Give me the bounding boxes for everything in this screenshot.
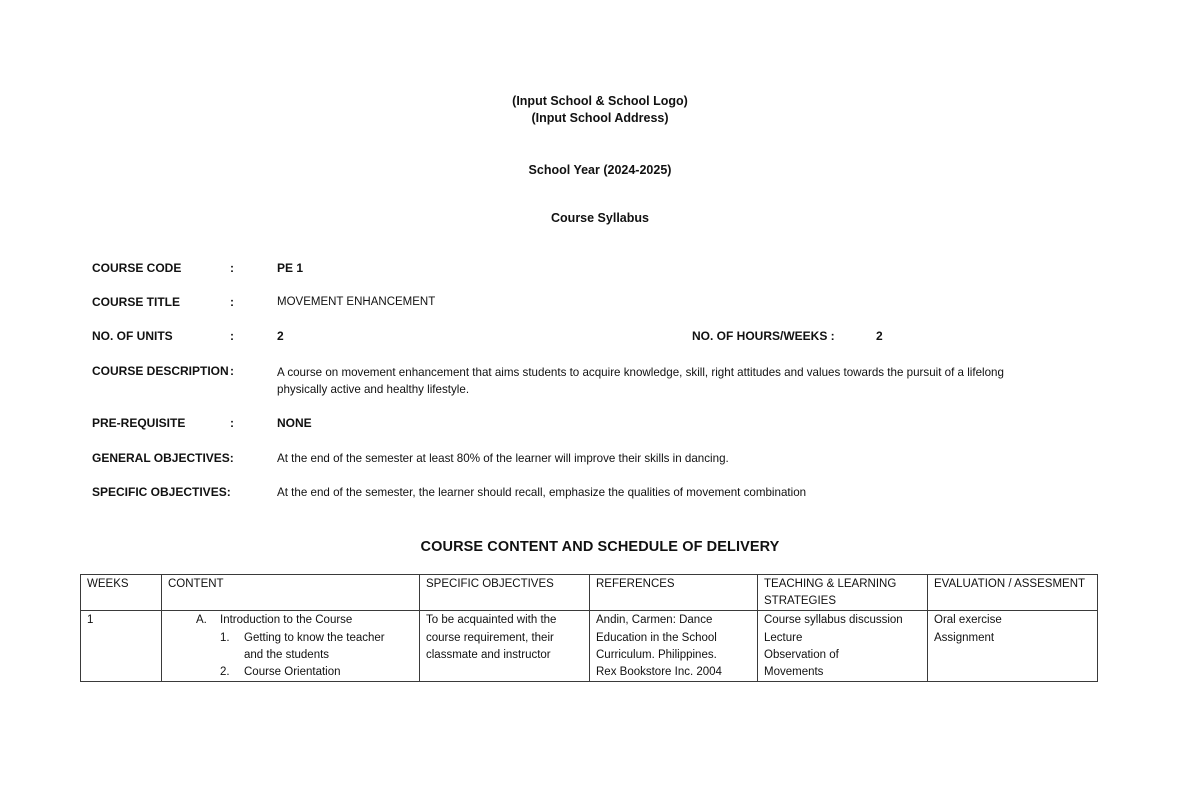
school-name: (Input School & School Logo) [512,94,688,108]
description-sep: : [230,364,234,378]
col-header-references: REFERENCES [590,575,758,611]
schedule-table [80,574,1098,682]
col-header-weeks: WEEKS [81,575,162,611]
evaluation-line: Oral exercise [934,614,1002,627]
strategies-line: Movements [764,666,824,679]
description-label: COURSE DESCRIPTION [92,364,229,378]
week-cell: 1 [81,611,162,682]
table-header-row [81,575,1098,611]
content-main-text: Introduction to the Course [220,614,353,627]
strategies-cell [758,611,928,682]
prerequisite-label: PRE-REQUISITE [92,416,186,430]
units-value: 2 [277,329,284,343]
prerequisite-sep: : [230,416,234,430]
specific-objectives-value: At the end of the semester, the learner should recall, emphasize the qualities of movement combination [277,486,807,499]
evaluation-line: Assignment [934,631,995,644]
course-title-sep: : [230,295,234,309]
hours-label: NO. OF HOURS/WEEKS : [692,329,835,343]
references-line: Rex Bookstore Inc. 2004 [596,666,722,679]
objectives-cell [420,611,590,682]
content-sub-marker: 2. [220,666,230,679]
school-address: (Input School Address) [531,111,669,125]
content-sub-text: Course Orientation [244,666,341,679]
col-header-strategies: TEACHING & LEARNING STRATEGIES [758,575,928,611]
objectives-line: classmate and instructor [426,648,551,661]
course-title-value: MOVEMENT ENHANCEMENT [277,296,436,308]
content-sub-item [168,630,413,664]
course-title-label: COURSE TITLE [92,295,181,309]
course-code-label: COURSE CODE [92,261,182,275]
general-objectives-value: At the end of the semester at least 80% of the learner will improve their skills in dancing. [277,452,729,465]
strategies-line: Observation of [764,648,839,661]
units-sep: : [230,329,234,343]
schedule-title: COURSE CONTENT AND SCHEDULE OF DELIVERY [420,539,780,555]
description-line-1: A course on movement enhancement that aims students to acquire knowledge, skill, right attitudes and values towards the pursuit of a lifelong [277,366,1004,379]
general-objectives-label: GENERAL OBJECTIVES: [92,451,234,465]
references-line: Education in the School [596,631,717,644]
evaluation-cell [928,611,1098,682]
strategies-line: Lecture [764,631,803,644]
content-sub-text-cont: and the students [244,648,330,661]
content-sub-marker: 1. [220,631,230,644]
content-main-marker: A. [196,614,207,627]
units-label: NO. OF UNITS [92,329,173,343]
content-sub-item [168,664,413,681]
references-line: Andin, Carmen: Dance [596,614,713,627]
document-title: Course Syllabus [551,211,649,225]
description-line-2: physically active and healthy lifestyle. [277,383,470,396]
content-sub-text: Getting to know the teacher [244,631,385,644]
course-code-value: PE 1 [277,261,304,275]
objectives-line: To be acquainted with the [426,614,557,627]
col-header-evaluation: EVALUATION / ASSESMENT [928,575,1098,611]
table-row [81,611,1098,682]
references-cell [590,611,758,682]
col-header-specific-objectives: SPECIFIC OBJECTIVES [420,575,590,611]
content-main-item [168,612,413,629]
specific-objectives-label: SPECIFIC OBJECTIVES: [92,485,231,499]
school-year: School Year (2024-2025) [528,163,672,177]
hours-value: 2 [876,329,883,343]
prerequisite-value: NONE [277,416,312,430]
content-cell [162,611,420,682]
objectives-line: course requirement, their [426,631,554,644]
strategies-line: Course syllabus discussion [764,614,903,627]
course-code-sep: : [230,261,234,275]
col-header-content: CONTENT [162,575,420,611]
references-line: Curriculum. Philippines. [596,648,717,661]
